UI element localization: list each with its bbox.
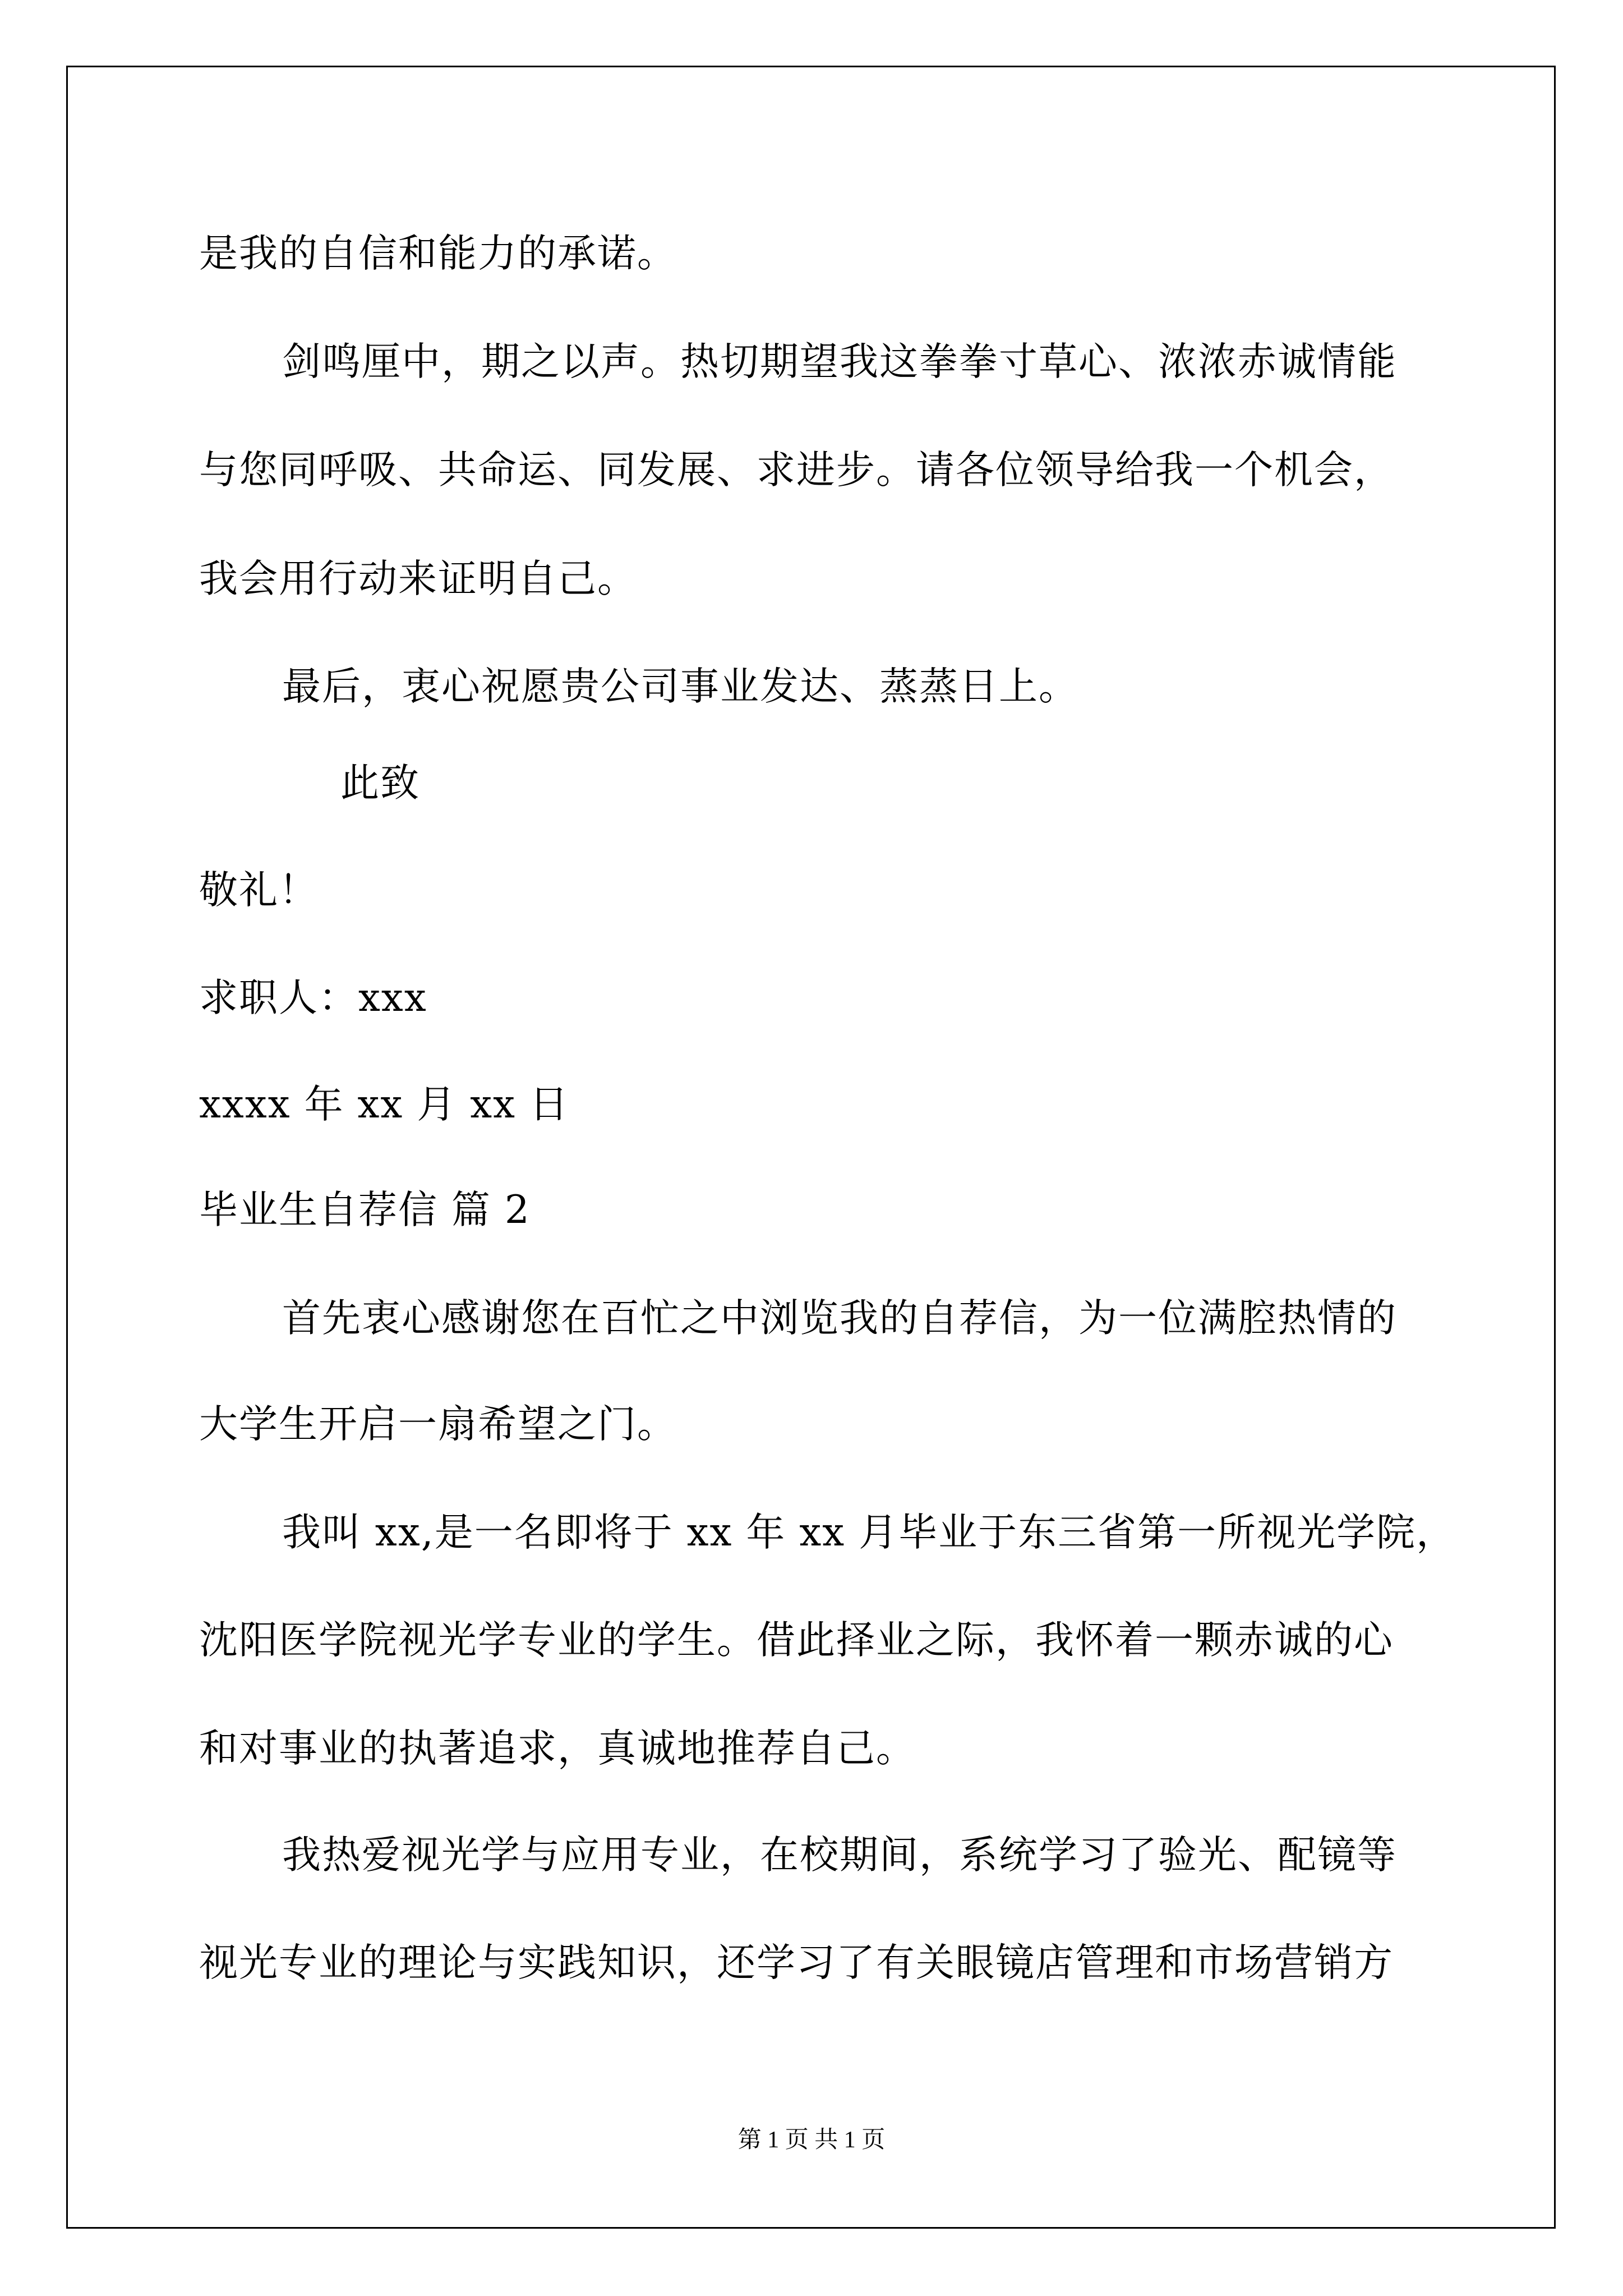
text-line: 剑鸣厘中，期之以声。热切期望我这拳拳寸草心、浓浓赤诚情能 <box>282 339 1397 384</box>
text-line: 和对事业的执著追求，真诚地推荐自己。 <box>199 1726 916 1771</box>
section-heading: 毕业生自荐信 篇 2 <box>199 1188 531 1232</box>
text-line: 视光专业的理论与实践知识，还学习了有关眼镜店管理和市场营销方 <box>199 1940 1394 1985</box>
text-line: 我叫 xx,是一名即将于 xx 年 xx 月毕业于东三省第一所视光学院， <box>282 1510 1456 1555</box>
page-border <box>66 66 1556 2229</box>
text-line: 是我的自信和能力的承诺。 <box>199 231 677 276</box>
text-line: 大学生开启一扇希望之门。 <box>199 1402 677 1447</box>
text-line: 首先衷心感谢您在百忙之中浏览我的自荐信，为一位满腔热情的 <box>282 1296 1397 1341</box>
text-line: 最后，衷心祝愿贵公司事业发达、蒸蒸日上。 <box>282 664 1078 709</box>
text-line: 沈阳医学院视光学专业的学生。借此择业之际，我怀着一颗赤诚的心 <box>199 1618 1394 1663</box>
date-line: xxxx 年 xx 月 xx 日 <box>199 1082 569 1127</box>
text-line: 我热爱视光学与应用专业，在校期间，系统学习了验光、配镜等 <box>282 1833 1397 1878</box>
text-line: 我会用行动来证明自己。 <box>199 556 637 601</box>
applicant-name: 求职人：xxx <box>199 976 427 1020</box>
page-number-footer: 第 1 页 共 1 页 <box>737 2127 886 2153</box>
salutation: 敬礼！ <box>199 868 319 913</box>
text-line: 与您同呼吸、共命运、同发展、求进步。请各位领导给我一个机会， <box>199 448 1394 493</box>
closing-phrase: 此致 <box>340 761 420 806</box>
